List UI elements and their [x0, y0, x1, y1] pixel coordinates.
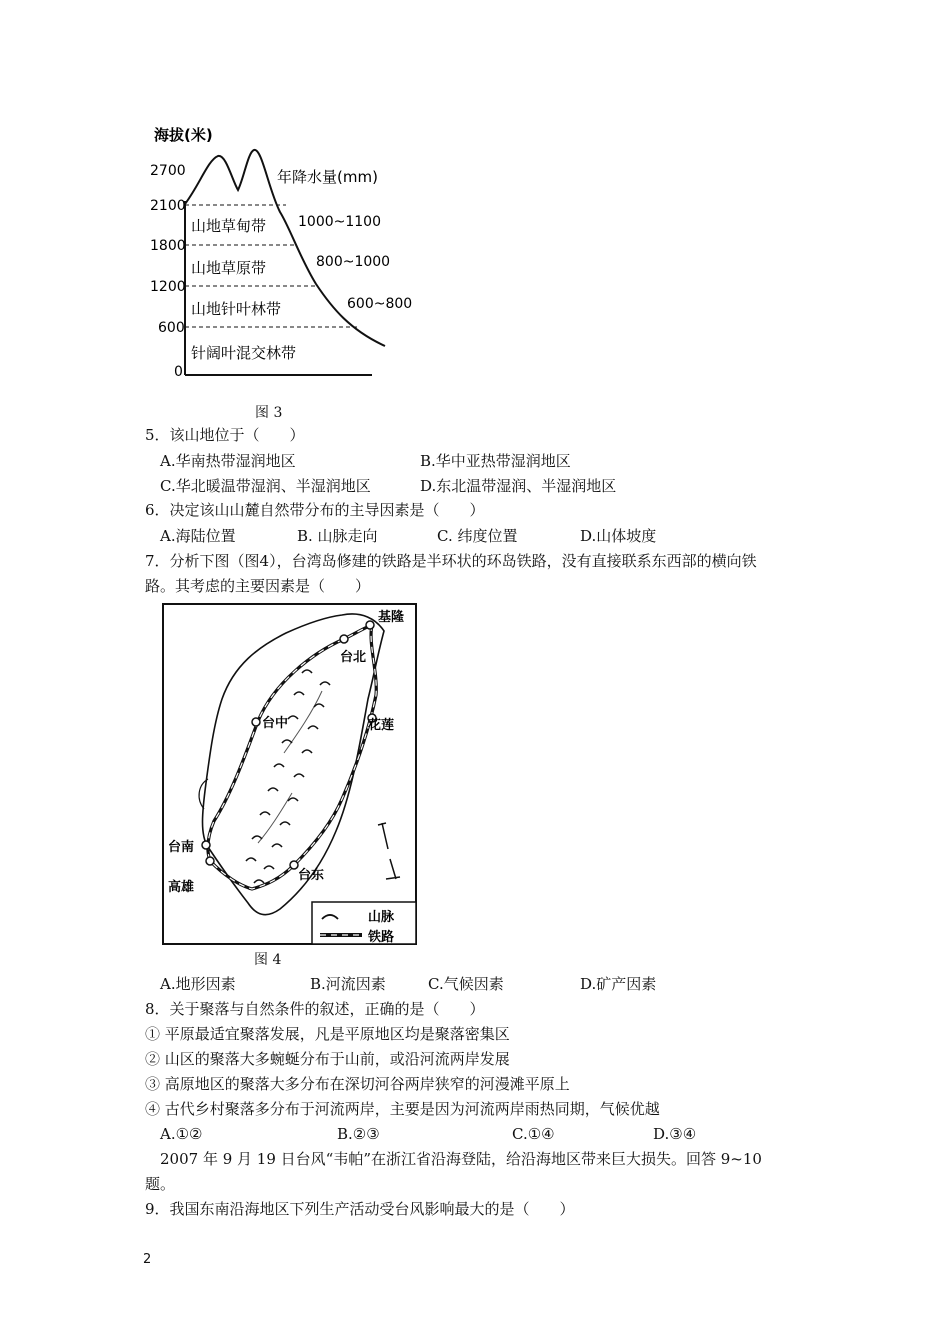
q9-stem: 9．我国东南沿海地区下列生产活动受台风影响最大的是（ ）	[145, 1200, 575, 1218]
typhoon-intro-line2: 题。	[145, 1175, 176, 1193]
figure4-city-label-taichung: 台中	[262, 716, 289, 731]
figure4-city-marker-tainan	[202, 841, 210, 849]
figure4-city-marker-taichung	[252, 718, 260, 726]
figure4-city-marker-kaohsiung	[206, 857, 214, 865]
figure3-tick-2700: 2700	[150, 163, 186, 179]
figure4-city-marker-keelung	[366, 621, 374, 629]
figure3-tick-600: 600	[158, 320, 185, 336]
q6-option-a: A.海陆位置	[160, 527, 236, 545]
q5-stem: 5．该山地位于（ ）	[145, 426, 305, 444]
figure3-tick-1200: 1200	[150, 279, 186, 295]
figure3-precip-800-1000: 800~1000	[316, 254, 391, 270]
figure3-zone-meadow: 山地草甸带	[191, 217, 267, 235]
figure3-tick-2100: 2100	[150, 198, 186, 214]
figure4-city-marker-taitung	[290, 861, 298, 869]
figure3-tick-0: 0	[174, 364, 183, 380]
figure4-city-label-taitung: 台东	[298, 868, 325, 883]
figure3-precip-1000-1100: 1000~1100	[298, 214, 381, 230]
figure4-city-label-hualien: 花莲	[368, 718, 395, 733]
figure4-city-label-tainan: 台南	[168, 840, 195, 855]
figure4-caption: 图 4	[254, 952, 282, 968]
q8-stem: 8．关于聚落与自然条件的叙述，正确的是（ ）	[145, 1000, 485, 1018]
q5-option-c: C.华北暖温带湿润、半湿润地区	[160, 477, 371, 495]
figure4-legend-rail-label: 铁路	[368, 930, 395, 945]
figure4-city-label-taipei: 台北	[340, 650, 367, 665]
figure3-zone-mixed: 针阔叶混交林带	[191, 344, 297, 362]
figure4-legend-mountain-label: 山脉	[368, 910, 395, 925]
q7-stem-line2: 路。其考虑的主要因素是（ ）	[145, 577, 371, 595]
page-number: 2	[143, 1252, 152, 1267]
q7-option-c: C.气候因素	[428, 975, 504, 993]
q5-option-b: B.华中亚热带湿润地区	[420, 452, 571, 470]
q7-stem-line1: 7．分析下图（图4），台湾岛修建的铁路是半环状的环岛铁路，没有直接联系东西部的横向铁	[145, 552, 757, 570]
figure3-elevation-chart	[140, 118, 430, 386]
q8-option-b: B.②③	[337, 1125, 380, 1143]
figure4-taiwan-map	[162, 603, 418, 946]
q6-option-d: D.山体坡度	[580, 527, 657, 545]
q8-statement-3: ③ 高原地区的聚落大多分布在深切河谷两岸狭窄的河漫滩平原上	[145, 1075, 570, 1093]
figure3-ylabel: 海拔(米)	[154, 126, 213, 144]
q8-statement-2: ② 山区的聚落大多蜿蜒分布于山前，或沿河流两岸发展	[145, 1050, 510, 1068]
q6-stem: 6．决定该山山麓自然带分布的主导因素是（ ）	[145, 501, 485, 519]
figure3-precip-title: 年降水量(mm)	[277, 168, 378, 186]
figure3-zone-conifer: 山地针叶林带	[191, 300, 282, 318]
q8-option-c: C.①④	[512, 1125, 555, 1143]
figure3-caption: 图 3	[255, 405, 283, 421]
figure4-city-label-keelung: 基隆	[378, 610, 405, 625]
figure3-zone-steppe: 山地草原带	[191, 259, 267, 277]
figure4-legend-box	[312, 902, 416, 944]
figure3-tick-1800: 1800	[150, 238, 186, 254]
q8-option-d: D.③④	[653, 1125, 697, 1143]
q8-statement-4: ④ 古代乡村聚落多分布于河流两岸，主要是因为河流两岸雨热同期，气候优越	[145, 1100, 660, 1118]
q6-option-c: C. 纬度位置	[437, 527, 518, 545]
q7-option-b: B.河流因素	[310, 975, 386, 993]
q5-option-a: A.华南热带湿润地区	[160, 452, 296, 470]
q8-option-a: A.①②	[160, 1125, 203, 1143]
q7-option-d: D.矿产因素	[580, 975, 657, 993]
q6-option-b: B. 山脉走向	[297, 527, 378, 545]
figure3-precip-600-800: 600~800	[347, 296, 413, 312]
q8-statement-1: ① 平原最适宜聚落发展，凡是平原地区均是聚落密集区	[145, 1025, 510, 1043]
figure4-city-label-kaohsiung: 高雄	[168, 880, 195, 895]
q7-option-a: A.地形因素	[160, 975, 236, 993]
typhoon-intro-line1: 2007 年 9 月 19 日台风“韦帕”在浙江省沿海登陆，给沿海地区带来巨大损失。回答 9~10	[160, 1150, 762, 1168]
q5-option-d: D.东北温带湿润、半湿润地区	[420, 477, 617, 495]
figure4-city-marker-taipei	[340, 635, 348, 643]
